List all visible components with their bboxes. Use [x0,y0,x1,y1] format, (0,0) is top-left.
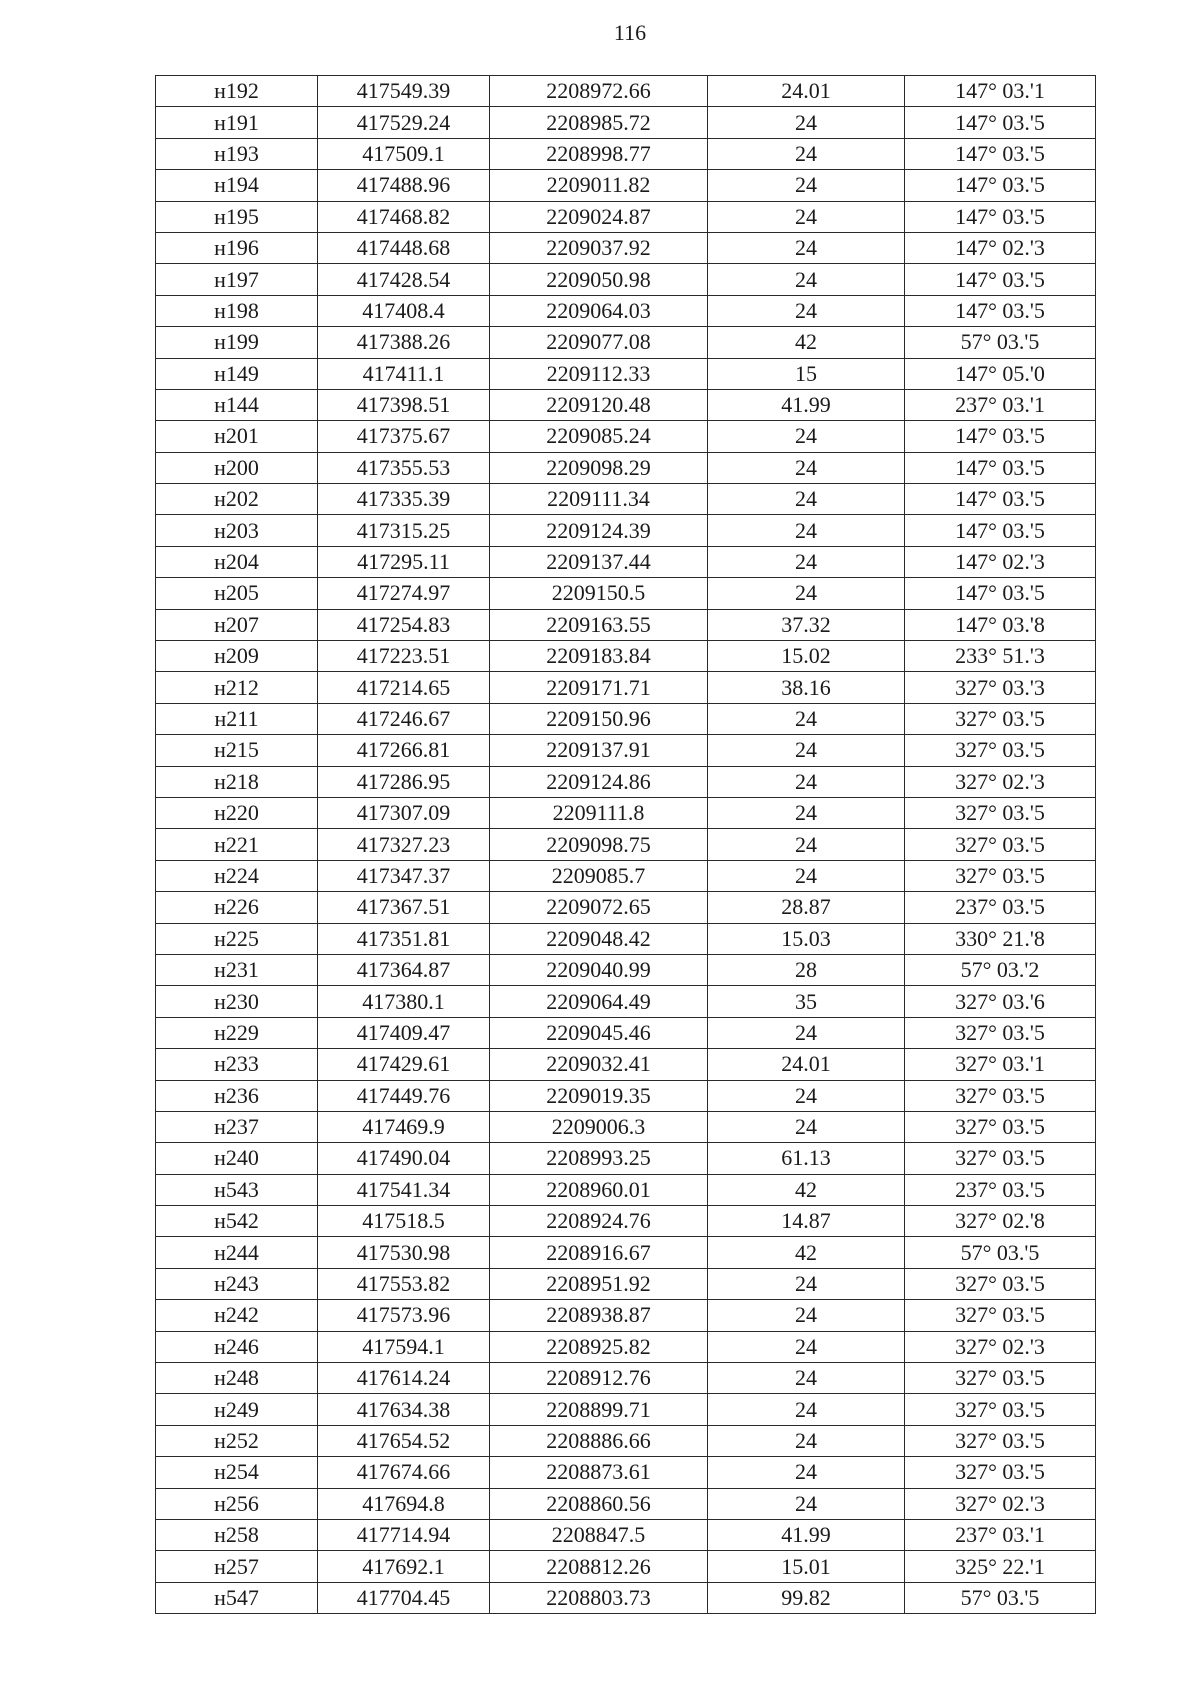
page-number: 116 [613,20,647,45]
distance-cell: 24 [708,1017,905,1048]
y-coordinate-cell: 2209085.24 [490,421,708,452]
point-id-cell: н201 [156,421,318,452]
x-coordinate-cell: 417654.52 [318,1425,490,1456]
distance-cell: 24 [708,452,905,483]
table-row [156,484,1096,515]
bearing-cell: 147° 03.'5 [905,578,1096,609]
x-coordinate-cell: 417704.45 [318,1582,490,1613]
distance-cell: 24 [708,578,905,609]
point-id-cell: н258 [156,1519,318,1550]
distance-cell: 24 [708,170,905,201]
bearing-cell: 327° 03.'5 [905,1457,1096,1488]
bearing-cell: 147° 03.'8 [905,609,1096,640]
point-id-cell: н229 [156,1017,318,1048]
y-coordinate-cell: 2209019.35 [490,1080,708,1111]
x-coordinate-cell: 417490.04 [318,1143,490,1174]
table-row [156,892,1096,923]
point-id-cell: н215 [156,735,318,766]
table-row [156,264,1096,295]
y-coordinate-cell: 2208812.26 [490,1551,708,1582]
bearing-cell: 327° 03.'3 [905,672,1096,703]
distance-cell: 24 [708,766,905,797]
y-coordinate-cell: 2209045.46 [490,1017,708,1048]
point-id-cell: н230 [156,986,318,1017]
distance-cell: 15.03 [708,923,905,954]
table-row [156,1268,1096,1299]
bearing-cell: 233° 51.'3 [905,641,1096,672]
distance-cell: 24 [708,201,905,232]
table-row [156,672,1096,703]
point-id-cell: н198 [156,295,318,326]
distance-cell: 41.99 [708,1519,905,1550]
table-row [156,1174,1096,1205]
distance-cell: 24 [708,484,905,515]
point-id-cell: н224 [156,860,318,891]
y-coordinate-cell: 2209124.39 [490,515,708,546]
x-coordinate-cell: 417429.61 [318,1049,490,1080]
y-coordinate-cell: 2209024.87 [490,201,708,232]
x-coordinate-cell: 417274.97 [318,578,490,609]
bearing-cell: 327° 03.'5 [905,1143,1096,1174]
bearing-cell: 327° 03.'5 [905,703,1096,734]
y-coordinate-cell: 2208873.61 [490,1457,708,1488]
x-coordinate-cell: 417408.4 [318,295,490,326]
point-id-cell: н542 [156,1206,318,1237]
distance-cell: 24.01 [708,76,905,107]
point-id-cell: н194 [156,170,318,201]
distance-cell: 15.02 [708,641,905,672]
y-coordinate-cell: 2209150.96 [490,703,708,734]
bearing-cell: 147° 03.'5 [905,138,1096,169]
point-id-cell: н233 [156,1049,318,1080]
table-row [156,76,1096,107]
y-coordinate-cell: 2209111.8 [490,797,708,828]
x-coordinate-cell: 417634.38 [318,1394,490,1425]
y-coordinate-cell: 2208916.67 [490,1237,708,1268]
bearing-cell: 57° 03.'5 [905,327,1096,358]
y-coordinate-cell: 2208960.01 [490,1174,708,1205]
y-coordinate-cell: 2208860.56 [490,1488,708,1519]
y-coordinate-cell: 2208972.66 [490,76,708,107]
x-coordinate-cell: 417351.81 [318,923,490,954]
table-row [156,1551,1096,1582]
bearing-cell: 327° 03.'5 [905,829,1096,860]
x-coordinate-cell: 417398.51 [318,389,490,420]
y-coordinate-cell: 2208951.92 [490,1268,708,1299]
x-coordinate-cell: 417594.1 [318,1331,490,1362]
point-id-cell: н236 [156,1080,318,1111]
x-coordinate-cell: 417364.87 [318,954,490,985]
table-row [156,138,1096,169]
y-coordinate-cell: 2208899.71 [490,1394,708,1425]
distance-cell: 24 [708,1425,905,1456]
y-coordinate-cell: 2209037.92 [490,232,708,263]
x-coordinate-cell: 417468.82 [318,201,490,232]
distance-cell: 24 [708,1488,905,1519]
x-coordinate-cell: 417254.83 [318,609,490,640]
distance-cell: 24 [708,546,905,577]
x-coordinate-cell: 417327.23 [318,829,490,860]
point-id-cell: н221 [156,829,318,860]
y-coordinate-cell: 2209098.75 [490,829,708,860]
table-row [156,954,1096,985]
bearing-cell: 327° 03.'5 [905,735,1096,766]
point-id-cell: н249 [156,1394,318,1425]
y-coordinate-cell: 2209064.03 [490,295,708,326]
bearing-cell: 327° 03.'1 [905,1049,1096,1080]
distance-cell: 24 [708,138,905,169]
y-coordinate-cell: 2208847.5 [490,1519,708,1550]
point-id-cell: н200 [156,452,318,483]
distance-cell: 24.01 [708,1049,905,1080]
table-row [156,829,1096,860]
table-row [156,609,1096,640]
point-id-cell: н149 [156,358,318,389]
table-row [156,1206,1096,1237]
table-row [156,327,1096,358]
distance-cell: 42 [708,1237,905,1268]
bearing-cell: 147° 02.'3 [905,546,1096,577]
y-coordinate-cell: 2209098.29 [490,452,708,483]
table-row [156,1425,1096,1456]
table-row [156,515,1096,546]
distance-cell: 24 [708,421,905,452]
x-coordinate-cell: 417214.65 [318,672,490,703]
distance-cell: 24 [708,1394,905,1425]
distance-cell: 99.82 [708,1582,905,1613]
x-coordinate-cell: 417449.76 [318,1080,490,1111]
distance-cell: 24 [708,295,905,326]
point-id-cell: н218 [156,766,318,797]
x-coordinate-cell: 417286.95 [318,766,490,797]
bearing-cell: 147° 03.'5 [905,295,1096,326]
y-coordinate-cell: 2208993.25 [490,1143,708,1174]
bearing-cell: 237° 03.'1 [905,389,1096,420]
distance-cell: 14.87 [708,1206,905,1237]
y-coordinate-cell: 2209072.65 [490,892,708,923]
bearing-cell: 327° 03.'5 [905,1300,1096,1331]
table-row [156,578,1096,609]
table-row [156,1017,1096,1048]
bearing-cell: 327° 03.'5 [905,1080,1096,1111]
table-row [156,1143,1096,1174]
point-id-cell: н225 [156,923,318,954]
point-id-cell: н195 [156,201,318,232]
y-coordinate-cell: 2209124.86 [490,766,708,797]
bearing-cell: 147° 03.'5 [905,264,1096,295]
table-row [156,703,1096,734]
table-row [156,358,1096,389]
bearing-cell: 147° 03.'5 [905,201,1096,232]
point-id-cell: н204 [156,546,318,577]
y-coordinate-cell: 2209050.98 [490,264,708,295]
x-coordinate-cell: 417714.94 [318,1519,490,1550]
x-coordinate-cell: 417355.53 [318,452,490,483]
point-id-cell: н202 [156,484,318,515]
table-row [156,1300,1096,1331]
point-id-cell: н209 [156,641,318,672]
table-row [156,546,1096,577]
distance-cell: 24 [708,1363,905,1394]
distance-cell: 24 [708,735,905,766]
distance-cell: 61.13 [708,1143,905,1174]
bearing-cell: 327° 03.'6 [905,986,1096,1017]
point-id-cell: н248 [156,1363,318,1394]
y-coordinate-cell: 2208938.87 [490,1300,708,1331]
point-id-cell: н246 [156,1331,318,1362]
distance-cell: 15.01 [708,1551,905,1582]
x-coordinate-cell: 417295.11 [318,546,490,577]
point-id-cell: н547 [156,1582,318,1613]
distance-cell: 28.87 [708,892,905,923]
table-row [156,1049,1096,1080]
point-id-cell: н211 [156,703,318,734]
distance-cell: 24 [708,264,905,295]
distance-cell: 24 [708,1457,905,1488]
bearing-cell: 237° 03.'5 [905,1174,1096,1205]
bearing-cell: 327° 02.'3 [905,1488,1096,1519]
y-coordinate-cell: 2209048.42 [490,923,708,954]
table-row [156,421,1096,452]
y-coordinate-cell: 2209011.82 [490,170,708,201]
distance-cell: 24 [708,1268,905,1299]
point-id-cell: н203 [156,515,318,546]
x-coordinate-cell: 417315.25 [318,515,490,546]
point-id-cell: н231 [156,954,318,985]
coordinates-table [155,75,1096,1614]
table-row [156,389,1096,420]
table-row [156,986,1096,1017]
x-coordinate-cell: 417509.1 [318,138,490,169]
x-coordinate-cell: 417380.1 [318,986,490,1017]
distance-cell: 24 [708,1111,905,1142]
table-row [156,1457,1096,1488]
y-coordinate-cell: 2208998.77 [490,138,708,169]
table-row [156,295,1096,326]
distance-cell: 24 [708,797,905,828]
table-row [156,201,1096,232]
table-row [156,1363,1096,1394]
x-coordinate-cell: 417573.96 [318,1300,490,1331]
y-coordinate-cell: 2209171.71 [490,672,708,703]
x-coordinate-cell: 417553.82 [318,1268,490,1299]
y-coordinate-cell: 2209064.49 [490,986,708,1017]
table-row [156,766,1096,797]
table-row [156,1488,1096,1519]
point-id-cell: н197 [156,264,318,295]
point-id-cell: н543 [156,1174,318,1205]
y-coordinate-cell: 2209032.41 [490,1049,708,1080]
distance-cell: 24 [708,1080,905,1111]
x-coordinate-cell: 417335.39 [318,484,490,515]
y-coordinate-cell: 2209111.34 [490,484,708,515]
table-row [156,1582,1096,1613]
table-row [156,860,1096,891]
bearing-cell: 327° 03.'5 [905,860,1096,891]
bearing-cell: 147° 03.'5 [905,421,1096,452]
distance-cell: 24 [708,107,905,138]
distance-cell: 35 [708,986,905,1017]
table-row [156,1394,1096,1425]
x-coordinate-cell: 417694.8 [318,1488,490,1519]
x-coordinate-cell: 417541.34 [318,1174,490,1205]
table-row [156,1111,1096,1142]
table-row [156,1519,1096,1550]
table-row [156,1331,1096,1362]
bearing-cell: 57° 03.'5 [905,1237,1096,1268]
distance-cell: 24 [708,703,905,734]
x-coordinate-cell: 417246.67 [318,703,490,734]
coordinates-table-body [156,76,1096,1614]
bearing-cell: 327° 03.'5 [905,1363,1096,1394]
y-coordinate-cell: 2209163.55 [490,609,708,640]
point-id-cell: н192 [156,76,318,107]
distance-cell: 24 [708,860,905,891]
bearing-cell: 325° 22.'1 [905,1551,1096,1582]
x-coordinate-cell: 417692.1 [318,1551,490,1582]
x-coordinate-cell: 417367.51 [318,892,490,923]
y-coordinate-cell: 2209150.5 [490,578,708,609]
x-coordinate-cell: 417347.37 [318,860,490,891]
table-row [156,170,1096,201]
distance-cell: 41.99 [708,389,905,420]
x-coordinate-cell: 417488.96 [318,170,490,201]
point-id-cell: н244 [156,1237,318,1268]
bearing-cell: 327° 03.'5 [905,797,1096,828]
point-id-cell: н196 [156,232,318,263]
table-row [156,1080,1096,1111]
distance-cell: 24 [708,515,905,546]
bearing-cell: 327° 02.'3 [905,766,1096,797]
table-row [156,797,1096,828]
x-coordinate-cell: 417307.09 [318,797,490,828]
bearing-cell: 147° 02.'3 [905,232,1096,263]
bearing-cell: 327° 03.'5 [905,1017,1096,1048]
distance-cell: 15 [708,358,905,389]
point-id-cell: н212 [156,672,318,703]
point-id-cell: н226 [156,892,318,923]
point-id-cell: н237 [156,1111,318,1142]
bearing-cell: 327° 03.'5 [905,1425,1096,1456]
bearing-cell: 327° 02.'8 [905,1206,1096,1237]
table-row [156,232,1096,263]
point-id-cell: н205 [156,578,318,609]
y-coordinate-cell: 2208985.72 [490,107,708,138]
bearing-cell: 147° 03.'5 [905,515,1096,546]
bearing-cell: 327° 03.'5 [905,1394,1096,1425]
y-coordinate-cell: 2208803.73 [490,1582,708,1613]
bearing-cell: 57° 03.'5 [905,1582,1096,1613]
distance-cell: 24 [708,1300,905,1331]
y-coordinate-cell: 2209077.08 [490,327,708,358]
bearing-cell: 147° 03.'5 [905,170,1096,201]
point-id-cell: н254 [156,1457,318,1488]
bearing-cell: 237° 03.'1 [905,1519,1096,1550]
point-id-cell: н193 [156,138,318,169]
bearing-cell: 147° 05.'0 [905,358,1096,389]
y-coordinate-cell: 2209137.91 [490,735,708,766]
y-coordinate-cell: 2209120.48 [490,389,708,420]
bearing-cell: 147° 03.'1 [905,76,1096,107]
table-row [156,923,1096,954]
distance-cell: 37.32 [708,609,905,640]
x-coordinate-cell: 417530.98 [318,1237,490,1268]
point-id-cell: н252 [156,1425,318,1456]
point-id-cell: н240 [156,1143,318,1174]
y-coordinate-cell: 2209183.84 [490,641,708,672]
y-coordinate-cell: 2209112.33 [490,358,708,389]
bearing-cell: 57° 03.'2 [905,954,1096,985]
bearing-cell: 147° 03.'5 [905,484,1096,515]
distance-cell: 24 [708,1331,905,1362]
distance-cell: 42 [708,1174,905,1205]
bearing-cell: 330° 21.'8 [905,923,1096,954]
y-coordinate-cell: 2209085.7 [490,860,708,891]
bearing-cell: 147° 03.'5 [905,452,1096,483]
point-id-cell: н220 [156,797,318,828]
point-id-cell: н243 [156,1268,318,1299]
point-id-cell: н257 [156,1551,318,1582]
table-row [156,452,1096,483]
table-row [156,735,1096,766]
y-coordinate-cell: 2208925.82 [490,1331,708,1362]
point-id-cell: н199 [156,327,318,358]
distance-cell: 28 [708,954,905,985]
distance-cell: 24 [708,232,905,263]
bearing-cell: 327° 03.'5 [905,1111,1096,1142]
x-coordinate-cell: 417266.81 [318,735,490,766]
x-coordinate-cell: 417518.5 [318,1206,490,1237]
x-coordinate-cell: 417529.24 [318,107,490,138]
distance-cell: 42 [708,327,905,358]
x-coordinate-cell: 417388.26 [318,327,490,358]
point-id-cell: н242 [156,1300,318,1331]
bearing-cell: 147° 03.'5 [905,107,1096,138]
x-coordinate-cell: 417614.24 [318,1363,490,1394]
x-coordinate-cell: 417375.67 [318,421,490,452]
y-coordinate-cell: 2208886.66 [490,1425,708,1456]
bearing-cell: 327° 03.'5 [905,1268,1096,1299]
point-id-cell: н256 [156,1488,318,1519]
y-coordinate-cell: 2209137.44 [490,546,708,577]
x-coordinate-cell: 417409.47 [318,1017,490,1048]
y-coordinate-cell: 2208924.76 [490,1206,708,1237]
point-id-cell: н144 [156,389,318,420]
table-row [156,641,1096,672]
x-coordinate-cell: 417223.51 [318,641,490,672]
point-id-cell: н207 [156,609,318,640]
x-coordinate-cell: 417428.54 [318,264,490,295]
x-coordinate-cell: 417469.9 [318,1111,490,1142]
point-id-cell: н191 [156,107,318,138]
x-coordinate-cell: 417549.39 [318,76,490,107]
x-coordinate-cell: 417448.68 [318,232,490,263]
x-coordinate-cell: 417674.66 [318,1457,490,1488]
table-row [156,107,1096,138]
table-row [156,1237,1096,1268]
y-coordinate-cell: 2209006.3 [490,1111,708,1142]
x-coordinate-cell: 417411.1 [318,358,490,389]
y-coordinate-cell: 2208912.76 [490,1363,708,1394]
bearing-cell: 237° 03.'5 [905,892,1096,923]
bearing-cell: 327° 02.'3 [905,1331,1096,1362]
distance-cell: 24 [708,829,905,860]
distance-cell: 38.16 [708,672,905,703]
y-coordinate-cell: 2209040.99 [490,954,708,985]
